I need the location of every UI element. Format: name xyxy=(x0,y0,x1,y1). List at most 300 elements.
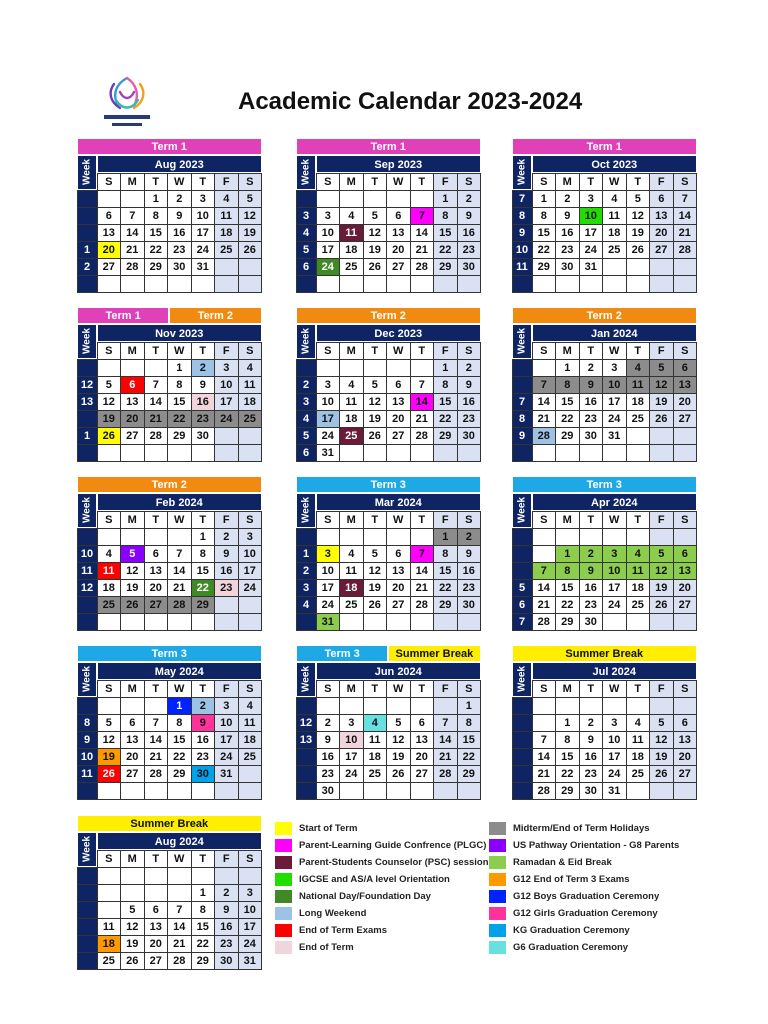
day-cell xyxy=(673,258,698,276)
day-cell: 19 xyxy=(649,393,674,411)
day-cell xyxy=(626,427,651,445)
day-cell: 13 xyxy=(144,562,169,580)
legend-swatch xyxy=(275,873,292,886)
day-cell xyxy=(649,528,674,546)
day-cell xyxy=(238,258,263,276)
day-cell: 23 xyxy=(191,410,216,428)
day-cell: 13 xyxy=(120,393,145,411)
day-cell: 14 xyxy=(167,918,192,936)
day-of-week-header: S xyxy=(457,342,482,360)
day-of-week-header: T xyxy=(579,342,604,360)
day-cell xyxy=(386,528,411,546)
day-cell: 18 xyxy=(363,748,388,766)
day-cell xyxy=(602,258,627,276)
day-cell: 16 xyxy=(579,579,604,597)
week-number xyxy=(296,782,317,800)
day-cell: 11 xyxy=(363,731,388,749)
day-cell xyxy=(238,596,263,614)
week-number: 11 xyxy=(77,765,98,783)
day-cell: 27 xyxy=(144,596,169,614)
day-cell: 11 xyxy=(339,393,364,411)
day-of-week-header: S xyxy=(316,173,341,191)
day-cell: 18 xyxy=(602,224,627,242)
day-cell: 22 xyxy=(555,410,580,428)
term-label: Term 3 xyxy=(77,645,262,662)
week-number xyxy=(296,765,317,783)
day-cell: 26 xyxy=(626,241,651,259)
day-cell: 27 xyxy=(673,765,698,783)
legend-label: End of Term xyxy=(299,941,354,953)
legend-swatch xyxy=(489,839,506,852)
legend-label: US Pathway Orientation - G8 Parents xyxy=(513,839,680,851)
day-cell: 1 xyxy=(457,697,482,715)
week-number: 7 xyxy=(512,393,533,411)
day-cell xyxy=(386,613,411,631)
day-cell: 29 xyxy=(167,765,192,783)
day-cell: 2 xyxy=(555,190,580,208)
day-cell xyxy=(120,190,145,208)
day-cell: 28 xyxy=(532,782,557,800)
day-cell xyxy=(191,275,216,293)
day-cell: 19 xyxy=(649,579,674,597)
day-cell xyxy=(238,867,263,885)
day-cell xyxy=(386,275,411,293)
day-of-week-header: M xyxy=(120,680,145,698)
day-cell: 22 xyxy=(433,579,458,597)
day-cell: 8 xyxy=(457,714,482,732)
day-cell: 23 xyxy=(214,935,239,953)
day-cell: 6 xyxy=(144,901,169,919)
day-cell xyxy=(339,359,364,377)
day-cell: 22 xyxy=(191,579,216,597)
month-calendar xyxy=(296,645,481,799)
day-cell: 17 xyxy=(316,410,341,428)
day-of-week-header: T xyxy=(191,173,216,191)
day-cell: 8 xyxy=(191,901,216,919)
day-cell: 20 xyxy=(673,579,698,597)
week-number: 8 xyxy=(512,410,533,428)
day-of-week-header: F xyxy=(649,173,674,191)
day-cell: 12 xyxy=(120,562,145,580)
day-cell: 19 xyxy=(120,579,145,597)
week-number xyxy=(77,697,98,715)
day-cell: 1 xyxy=(433,359,458,377)
day-cell: 13 xyxy=(386,224,411,242)
day-of-week-header: M xyxy=(339,342,364,360)
term-header xyxy=(512,645,697,662)
day-cell: 18 xyxy=(238,731,263,749)
day-cell: 6 xyxy=(649,190,674,208)
legend-item xyxy=(489,922,630,938)
month-grid xyxy=(296,155,481,292)
day-of-week-header: F xyxy=(214,850,239,868)
day-cell: 23 xyxy=(555,241,580,259)
day-cell xyxy=(339,275,364,293)
month-grid xyxy=(296,493,481,630)
month-calendar xyxy=(296,307,481,461)
day-cell: 9 xyxy=(167,207,192,225)
day-cell: 14 xyxy=(410,224,435,242)
day-cell: 25 xyxy=(97,952,122,970)
day-of-week-header: F xyxy=(214,680,239,698)
day-cell xyxy=(386,697,411,715)
day-cell: 24 xyxy=(316,596,341,614)
day-cell: 15 xyxy=(191,562,216,580)
day-cell xyxy=(602,613,627,631)
month-calendar xyxy=(77,138,262,292)
month-calendar xyxy=(512,645,697,799)
day-of-week-header: M xyxy=(120,511,145,529)
day-cell xyxy=(363,613,388,631)
day-cell: 30 xyxy=(579,427,604,445)
week-number: 2 xyxy=(77,258,98,276)
month-title: Aug 2023 xyxy=(97,155,262,173)
week-number: 12 xyxy=(77,579,98,597)
day-cell: 6 xyxy=(410,714,435,732)
day-cell xyxy=(97,444,122,462)
legend-label: G6 Graduation Ceremony xyxy=(513,941,629,953)
day-cell xyxy=(363,697,388,715)
legend-label: National Day/Foundation Day xyxy=(299,890,431,902)
day-of-week-header: W xyxy=(386,342,411,360)
legend-item xyxy=(275,922,387,938)
week-number xyxy=(296,748,317,766)
day-cell: 18 xyxy=(339,410,364,428)
day-cell: 8 xyxy=(433,207,458,225)
day-cell: 14 xyxy=(532,393,557,411)
week-number xyxy=(512,528,533,546)
legend-swatch xyxy=(275,839,292,852)
day-cell xyxy=(386,190,411,208)
day-cell: 27 xyxy=(120,427,145,445)
day-cell: 14 xyxy=(673,207,698,225)
term-label: Summer Break xyxy=(512,645,697,662)
day-cell: 1 xyxy=(532,190,557,208)
day-cell: 18 xyxy=(626,748,651,766)
day-cell: 22 xyxy=(167,410,192,428)
day-cell xyxy=(144,867,169,885)
day-of-week-header: T xyxy=(363,342,388,360)
day-cell: 16 xyxy=(579,393,604,411)
day-cell: 29 xyxy=(144,258,169,276)
month-title: Mar 2024 xyxy=(316,493,481,511)
day-cell: 26 xyxy=(97,765,122,783)
day-cell: 3 xyxy=(316,376,341,394)
day-cell: 26 xyxy=(649,765,674,783)
day-cell: 11 xyxy=(214,207,239,225)
day-of-week-header: S xyxy=(316,511,341,529)
day-cell: 25 xyxy=(339,596,364,614)
day-cell: 30 xyxy=(579,613,604,631)
day-cell: 24 xyxy=(339,765,364,783)
day-cell xyxy=(602,697,627,715)
day-cell: 6 xyxy=(97,207,122,225)
day-cell xyxy=(214,258,239,276)
day-cell: 14 xyxy=(144,393,169,411)
day-cell: 2 xyxy=(167,190,192,208)
day-of-week-header: W xyxy=(602,511,627,529)
day-of-week-header: F xyxy=(214,342,239,360)
day-cell xyxy=(97,275,122,293)
day-cell: 29 xyxy=(457,765,482,783)
day-cell: 19 xyxy=(363,410,388,428)
day-cell: 21 xyxy=(144,410,169,428)
day-cell xyxy=(626,528,651,546)
day-cell: 7 xyxy=(144,714,169,732)
day-cell: 5 xyxy=(363,376,388,394)
day-cell: 14 xyxy=(120,224,145,242)
day-of-week-header: T xyxy=(363,511,388,529)
week-number: 11 xyxy=(77,562,98,580)
day-cell xyxy=(410,697,435,715)
day-cell: 29 xyxy=(555,427,580,445)
day-cell: 11 xyxy=(626,562,651,580)
day-cell xyxy=(339,444,364,462)
week-number xyxy=(512,359,533,377)
day-cell: 26 xyxy=(363,596,388,614)
week-number: 5 xyxy=(296,427,317,445)
day-cell: 4 xyxy=(363,714,388,732)
day-cell: 21 xyxy=(144,748,169,766)
day-cell: 8 xyxy=(555,562,580,580)
day-cell xyxy=(97,884,122,902)
day-cell: 12 xyxy=(97,731,122,749)
day-cell: 19 xyxy=(626,224,651,242)
day-cell xyxy=(532,528,557,546)
week-number xyxy=(77,596,98,614)
day-cell: 14 xyxy=(410,562,435,580)
day-cell xyxy=(626,444,651,462)
month-grid xyxy=(512,324,697,461)
day-cell: 30 xyxy=(191,427,216,445)
day-cell: 3 xyxy=(214,359,239,377)
day-cell: 22 xyxy=(144,241,169,259)
day-cell: 19 xyxy=(363,241,388,259)
term-label: Term 3 xyxy=(296,645,388,662)
day-cell: 3 xyxy=(602,359,627,377)
day-of-week-header: S xyxy=(532,173,557,191)
day-cell: 30 xyxy=(555,258,580,276)
day-cell: 17 xyxy=(339,748,364,766)
day-of-week-header: T xyxy=(191,511,216,529)
day-cell: 24 xyxy=(602,410,627,428)
day-cell: 22 xyxy=(433,241,458,259)
day-of-week-header: S xyxy=(97,850,122,868)
day-of-week-header: S xyxy=(457,680,482,698)
day-cell: 19 xyxy=(97,748,122,766)
day-cell xyxy=(649,275,674,293)
day-of-week-header: W xyxy=(602,680,627,698)
day-cell: 14 xyxy=(532,579,557,597)
month-title: Jun 2024 xyxy=(316,662,481,680)
month-calendar xyxy=(77,645,262,799)
day-cell xyxy=(410,444,435,462)
day-cell: 28 xyxy=(120,258,145,276)
day-of-week-header: T xyxy=(144,850,169,868)
day-cell: 5 xyxy=(97,714,122,732)
day-cell xyxy=(673,427,698,445)
day-of-week-header: T xyxy=(191,850,216,868)
day-cell: 6 xyxy=(386,207,411,225)
day-cell: 26 xyxy=(386,765,411,783)
day-cell: 21 xyxy=(532,410,557,428)
day-cell: 26 xyxy=(120,952,145,970)
day-cell: 9 xyxy=(316,731,341,749)
day-cell: 15 xyxy=(457,731,482,749)
legend-label: Parent-Students Counselor (PSC) session xyxy=(299,856,489,868)
month-grid xyxy=(77,155,262,292)
week-number xyxy=(77,884,98,902)
day-cell: 8 xyxy=(555,731,580,749)
term-label: Term 1 xyxy=(77,138,262,155)
day-cell xyxy=(214,596,239,614)
day-cell: 5 xyxy=(97,376,122,394)
day-of-week-header: S xyxy=(97,680,122,698)
day-cell xyxy=(579,697,604,715)
day-cell: 17 xyxy=(316,579,341,597)
day-cell xyxy=(579,275,604,293)
day-cell: 13 xyxy=(673,376,698,394)
legend-item xyxy=(275,837,486,853)
week-number xyxy=(512,697,533,715)
day-cell: 30 xyxy=(316,782,341,800)
day-of-week-header: W xyxy=(386,173,411,191)
day-cell: 20 xyxy=(120,748,145,766)
week-number: 9 xyxy=(77,731,98,749)
day-cell xyxy=(532,545,557,563)
day-cell xyxy=(339,697,364,715)
day-cell: 24 xyxy=(214,410,239,428)
week-column-header: Week xyxy=(77,155,97,190)
week-number: 4 xyxy=(296,410,317,428)
day-cell xyxy=(120,528,145,546)
day-cell: 5 xyxy=(363,545,388,563)
legend-label: End of Term Exams xyxy=(299,924,387,936)
day-cell: 21 xyxy=(410,579,435,597)
day-cell: 28 xyxy=(532,427,557,445)
week-column-header: Week xyxy=(296,493,316,528)
day-cell: 4 xyxy=(339,376,364,394)
day-cell: 17 xyxy=(238,918,263,936)
day-cell: 3 xyxy=(316,545,341,563)
day-cell: 1 xyxy=(433,528,458,546)
day-cell: 26 xyxy=(363,427,388,445)
day-cell: 18 xyxy=(339,241,364,259)
day-cell: 30 xyxy=(457,258,482,276)
month-title: Sep 2023 xyxy=(316,155,481,173)
week-number: 2 xyxy=(296,562,317,580)
day-cell xyxy=(144,528,169,546)
day-cell: 24 xyxy=(316,427,341,445)
day-cell xyxy=(386,444,411,462)
day-cell xyxy=(410,359,435,377)
day-cell: 27 xyxy=(386,596,411,614)
day-cell: 6 xyxy=(673,714,698,732)
day-cell xyxy=(120,697,145,715)
day-cell xyxy=(555,697,580,715)
day-cell: 4 xyxy=(238,697,263,715)
month-title: Feb 2024 xyxy=(97,493,262,511)
day-cell: 5 xyxy=(238,190,263,208)
day-cell xyxy=(673,697,698,715)
day-cell: 25 xyxy=(339,258,364,276)
day-cell xyxy=(144,697,169,715)
day-cell: 15 xyxy=(167,731,192,749)
day-cell: 4 xyxy=(626,359,651,377)
day-cell xyxy=(167,884,192,902)
day-cell: 13 xyxy=(673,731,698,749)
day-of-week-header: S xyxy=(238,850,263,868)
day-cell: 3 xyxy=(191,190,216,208)
legend-item xyxy=(489,939,628,955)
week-number xyxy=(512,444,533,462)
legend-item xyxy=(275,939,354,955)
legend-item xyxy=(489,837,679,853)
day-cell xyxy=(316,275,341,293)
day-cell: 19 xyxy=(363,579,388,597)
day-cell xyxy=(532,697,557,715)
day-of-week-header: W xyxy=(602,173,627,191)
day-cell: 26 xyxy=(363,258,388,276)
week-number xyxy=(512,714,533,732)
day-cell: 16 xyxy=(457,224,482,242)
day-cell xyxy=(144,782,169,800)
day-cell xyxy=(214,782,239,800)
month-title: May 2024 xyxy=(97,662,262,680)
day-cell: 29 xyxy=(555,613,580,631)
week-number: 1 xyxy=(296,545,317,563)
day-cell: 29 xyxy=(555,782,580,800)
day-cell: 5 xyxy=(363,207,388,225)
day-cell: 4 xyxy=(97,545,122,563)
day-cell xyxy=(649,444,674,462)
day-cell xyxy=(120,867,145,885)
day-cell: 11 xyxy=(602,207,627,225)
day-of-week-header: T xyxy=(410,173,435,191)
day-cell xyxy=(144,359,169,377)
term-label: Term 3 xyxy=(296,476,481,493)
day-cell: 9 xyxy=(457,207,482,225)
day-cell: 2 xyxy=(191,697,216,715)
day-cell: 3 xyxy=(579,190,604,208)
day-cell: 12 xyxy=(626,207,651,225)
week-column-header: Week xyxy=(512,662,532,697)
week-number: 1 xyxy=(77,241,98,259)
day-cell: 24 xyxy=(602,596,627,614)
day-cell xyxy=(97,867,122,885)
day-cell xyxy=(673,275,698,293)
day-cell: 10 xyxy=(238,545,263,563)
day-cell: 24 xyxy=(238,935,263,953)
week-number: 9 xyxy=(512,427,533,445)
day-cell: 1 xyxy=(555,714,580,732)
week-number xyxy=(77,613,98,631)
legend-item xyxy=(489,854,612,870)
day-cell: 18 xyxy=(214,224,239,242)
day-cell: 3 xyxy=(602,545,627,563)
day-of-week-header: S xyxy=(673,342,698,360)
day-cell xyxy=(120,275,145,293)
day-cell: 30 xyxy=(167,258,192,276)
day-cell: 7 xyxy=(673,190,698,208)
legend-label: G12 Boys Graduation Ceremony xyxy=(513,890,660,902)
day-cell xyxy=(97,359,122,377)
week-number xyxy=(77,410,98,428)
day-cell xyxy=(214,867,239,885)
term-label: Term 1 xyxy=(296,138,481,155)
day-cell: 17 xyxy=(602,748,627,766)
day-cell: 11 xyxy=(339,224,364,242)
